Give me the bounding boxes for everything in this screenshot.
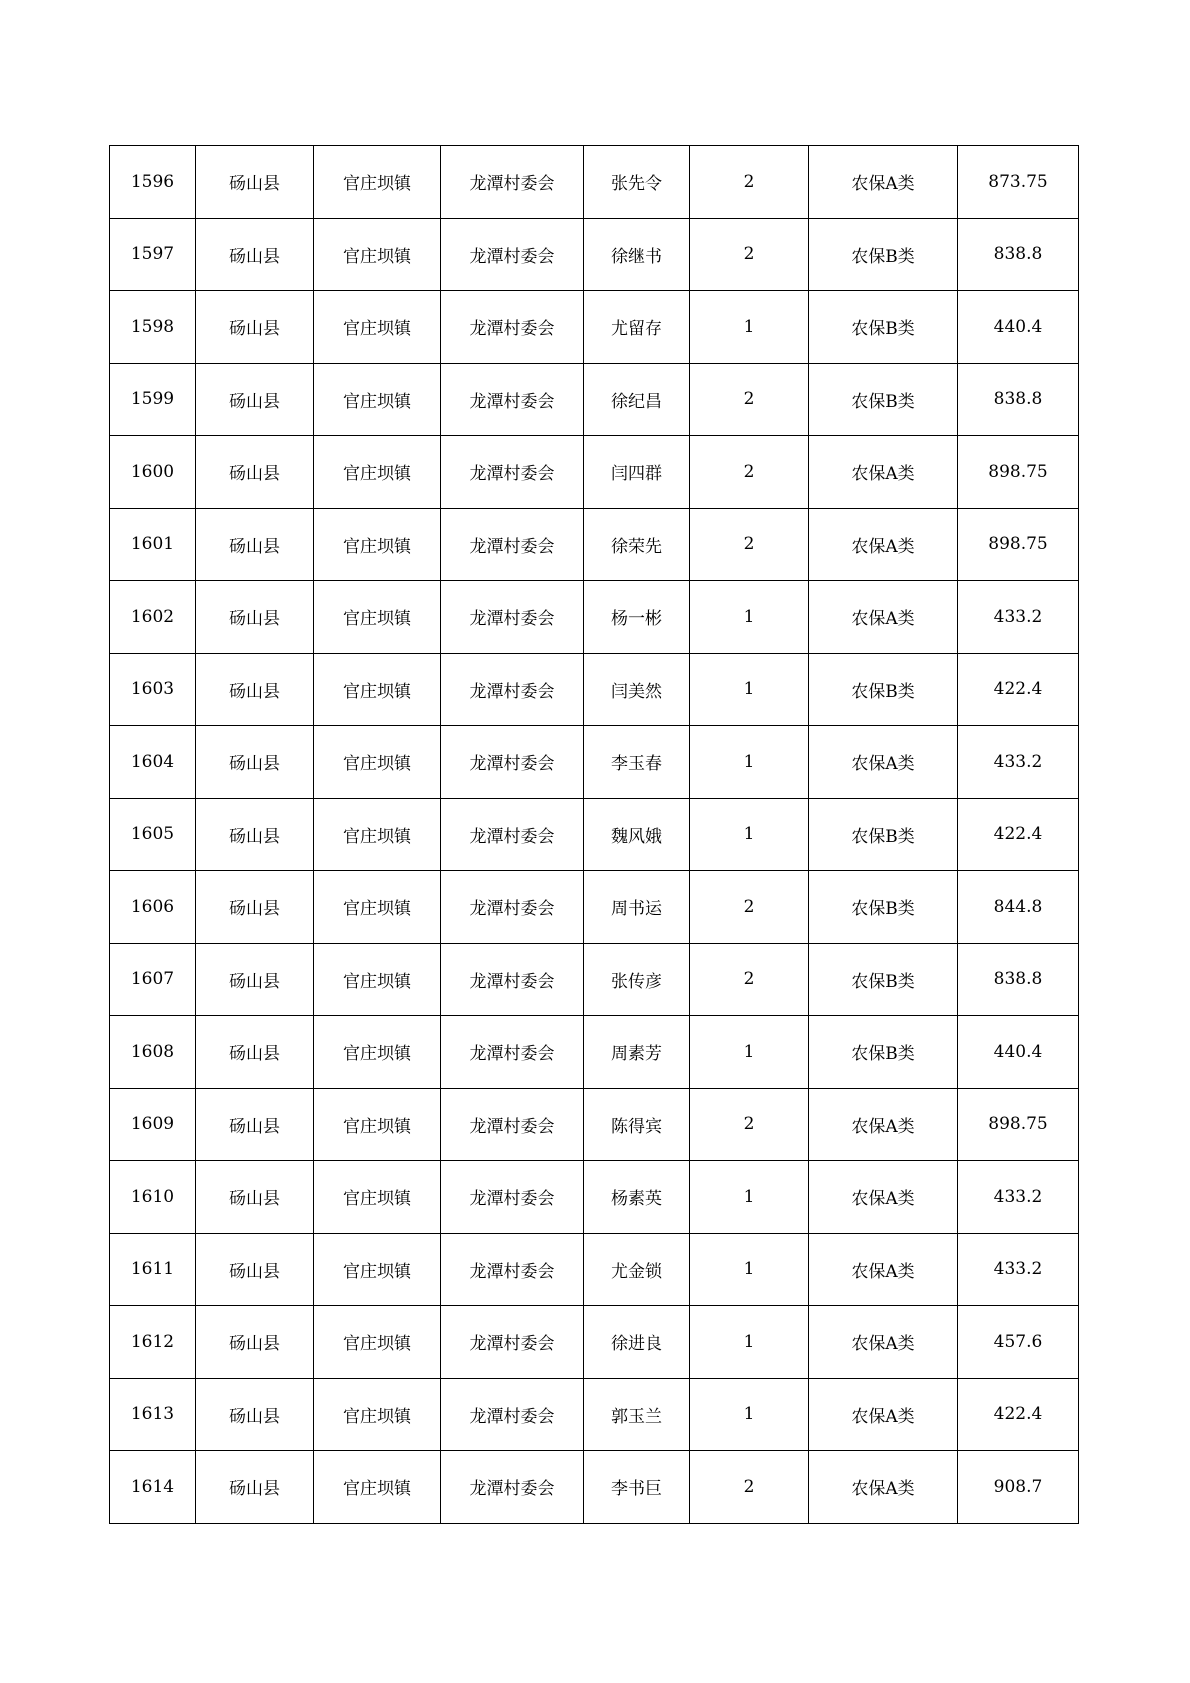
town-cell: 官庄坝镇: [314, 508, 441, 581]
table-row: [110, 436, 1079, 509]
category-cell: 农保A类: [809, 508, 958, 581]
table-row: [110, 291, 1079, 364]
county-cell: 砀山县: [196, 436, 314, 509]
serial-number-cell: 1601: [110, 508, 196, 581]
town-cell: 官庄坝镇: [314, 363, 441, 436]
amount-cell: 433.2: [958, 1161, 1079, 1234]
amount-cell: 433.2: [958, 1233, 1079, 1306]
name-cell: 周书运: [584, 871, 690, 944]
serial-number-cell: 1606: [110, 871, 196, 944]
town-cell: 官庄坝镇: [314, 291, 441, 364]
village-committee-cell: 龙潭村委会: [441, 146, 584, 219]
town-cell: 官庄坝镇: [314, 871, 441, 944]
town-cell: 官庄坝镇: [314, 1161, 441, 1234]
county-cell: 砀山县: [196, 871, 314, 944]
town-cell: 官庄坝镇: [314, 1233, 441, 1306]
amount-cell: 898.75: [958, 508, 1079, 581]
category-cell: 农保B类: [809, 871, 958, 944]
amount-cell: 422.4: [958, 1378, 1079, 1451]
category-cell: 农保A类: [809, 1306, 958, 1379]
roster-table: [109, 145, 1079, 1524]
amount-cell: 440.4: [958, 291, 1079, 364]
county-cell: 砀山县: [196, 581, 314, 654]
household-size-cell: 2: [690, 363, 809, 436]
household-size-cell: 1: [690, 1378, 809, 1451]
county-cell: 砀山县: [196, 1161, 314, 1234]
town-cell: 官庄坝镇: [314, 218, 441, 291]
town-cell: 官庄坝镇: [314, 581, 441, 654]
village-committee-cell: 龙潭村委会: [441, 363, 584, 436]
name-cell: 徐纪昌: [584, 363, 690, 436]
serial-number-cell: 1613: [110, 1378, 196, 1451]
serial-number-cell: 1602: [110, 581, 196, 654]
amount-cell: 873.75: [958, 146, 1079, 219]
table-row: [110, 1088, 1079, 1161]
county-cell: 砀山县: [196, 1378, 314, 1451]
amount-cell: 898.75: [958, 436, 1079, 509]
town-cell: 官庄坝镇: [314, 726, 441, 799]
name-cell: 闫四群: [584, 436, 690, 509]
name-cell: 张先令: [584, 146, 690, 219]
village-committee-cell: 龙潭村委会: [441, 1088, 584, 1161]
name-cell: 李书巨: [584, 1451, 690, 1524]
village-committee-cell: 龙潭村委会: [441, 1233, 584, 1306]
serial-number-cell: 1612: [110, 1306, 196, 1379]
county-cell: 砀山县: [196, 943, 314, 1016]
village-committee-cell: 龙潭村委会: [441, 1306, 584, 1379]
household-size-cell: 1: [690, 581, 809, 654]
household-size-cell: 1: [690, 291, 809, 364]
household-size-cell: 2: [690, 1088, 809, 1161]
household-size-cell: 1: [690, 726, 809, 799]
county-cell: 砀山县: [196, 1306, 314, 1379]
category-cell: 农保A类: [809, 1451, 958, 1524]
town-cell: 官庄坝镇: [314, 1451, 441, 1524]
category-cell: 农保B类: [809, 943, 958, 1016]
category-cell: 农保A类: [809, 726, 958, 799]
village-committee-cell: 龙潭村委会: [441, 436, 584, 509]
name-cell: 闫美然: [584, 653, 690, 726]
town-cell: 官庄坝镇: [314, 943, 441, 1016]
table-row: [110, 1306, 1079, 1379]
town-cell: 官庄坝镇: [314, 1378, 441, 1451]
amount-cell: 898.75: [958, 1088, 1079, 1161]
county-cell: 砀山县: [196, 798, 314, 871]
category-cell: 农保B类: [809, 291, 958, 364]
county-cell: 砀山县: [196, 726, 314, 799]
serial-number-cell: 1597: [110, 218, 196, 291]
category-cell: 农保A类: [809, 1088, 958, 1161]
town-cell: 官庄坝镇: [314, 436, 441, 509]
name-cell: 陈得宾: [584, 1088, 690, 1161]
category-cell: 农保B类: [809, 1016, 958, 1089]
name-cell: 徐继书: [584, 218, 690, 291]
category-cell: 农保A类: [809, 1233, 958, 1306]
serial-number-cell: 1603: [110, 653, 196, 726]
serial-number-cell: 1608: [110, 1016, 196, 1089]
name-cell: 郭玉兰: [584, 1378, 690, 1451]
table-row: [110, 1233, 1079, 1306]
name-cell: 杨素英: [584, 1161, 690, 1234]
amount-cell: 908.7: [958, 1451, 1079, 1524]
name-cell: 徐荣先: [584, 508, 690, 581]
amount-cell: 433.2: [958, 726, 1079, 799]
amount-cell: 844.8: [958, 871, 1079, 944]
name-cell: 李玉春: [584, 726, 690, 799]
county-cell: 砀山县: [196, 1451, 314, 1524]
village-committee-cell: 龙潭村委会: [441, 798, 584, 871]
amount-cell: 838.8: [958, 218, 1079, 291]
town-cell: 官庄坝镇: [314, 1016, 441, 1089]
county-cell: 砀山县: [196, 1088, 314, 1161]
village-committee-cell: 龙潭村委会: [441, 1378, 584, 1451]
amount-cell: 457.6: [958, 1306, 1079, 1379]
table-row: [110, 1378, 1079, 1451]
serial-number-cell: 1614: [110, 1451, 196, 1524]
serial-number-cell: 1596: [110, 146, 196, 219]
county-cell: 砀山县: [196, 291, 314, 364]
household-size-cell: 2: [690, 146, 809, 219]
name-cell: 尤留存: [584, 291, 690, 364]
serial-number-cell: 1605: [110, 798, 196, 871]
county-cell: 砀山县: [196, 363, 314, 436]
serial-number-cell: 1610: [110, 1161, 196, 1234]
household-size-cell: 2: [690, 218, 809, 291]
table-row: [110, 943, 1079, 1016]
town-cell: 官庄坝镇: [314, 146, 441, 219]
town-cell: 官庄坝镇: [314, 798, 441, 871]
village-committee-cell: 龙潭村委会: [441, 1016, 584, 1089]
village-committee-cell: 龙潭村委会: [441, 1161, 584, 1234]
category-cell: 农保A类: [809, 1378, 958, 1451]
town-cell: 官庄坝镇: [314, 1088, 441, 1161]
village-committee-cell: 龙潭村委会: [441, 218, 584, 291]
category-cell: 农保B类: [809, 218, 958, 291]
table-row: [110, 653, 1079, 726]
serial-number-cell: 1609: [110, 1088, 196, 1161]
serial-number-cell: 1611: [110, 1233, 196, 1306]
category-cell: 农保A类: [809, 436, 958, 509]
category-cell: 农保A类: [809, 146, 958, 219]
table-row: [110, 726, 1079, 799]
town-cell: 官庄坝镇: [314, 653, 441, 726]
county-cell: 砀山县: [196, 508, 314, 581]
name-cell: 魏风娥: [584, 798, 690, 871]
category-cell: 农保A类: [809, 1161, 958, 1234]
category-cell: 农保B类: [809, 798, 958, 871]
household-size-cell: 1: [690, 1161, 809, 1234]
village-committee-cell: 龙潭村委会: [441, 943, 584, 1016]
roster-body: [110, 146, 1079, 1524]
amount-cell: 433.2: [958, 581, 1079, 654]
amount-cell: 422.4: [958, 653, 1079, 726]
table-row: [110, 798, 1079, 871]
serial-number-cell: 1607: [110, 943, 196, 1016]
village-committee-cell: 龙潭村委会: [441, 871, 584, 944]
household-size-cell: 2: [690, 943, 809, 1016]
household-size-cell: 1: [690, 1016, 809, 1089]
name-cell: 张传彦: [584, 943, 690, 1016]
village-committee-cell: 龙潭村委会: [441, 726, 584, 799]
village-committee-cell: 龙潭村委会: [441, 581, 584, 654]
county-cell: 砀山县: [196, 218, 314, 291]
household-size-cell: 1: [690, 1233, 809, 1306]
name-cell: 徐进良: [584, 1306, 690, 1379]
table-row: [110, 218, 1079, 291]
table-row: [110, 871, 1079, 944]
amount-cell: 838.8: [958, 943, 1079, 1016]
village-committee-cell: 龙潭村委会: [441, 653, 584, 726]
village-committee-cell: 龙潭村委会: [441, 1451, 584, 1524]
amount-cell: 422.4: [958, 798, 1079, 871]
village-committee-cell: 龙潭村委会: [441, 508, 584, 581]
county-cell: 砀山县: [196, 1016, 314, 1089]
county-cell: 砀山县: [196, 1233, 314, 1306]
town-cell: 官庄坝镇: [314, 1306, 441, 1379]
category-cell: 农保B类: [809, 653, 958, 726]
amount-cell: 440.4: [958, 1016, 1079, 1089]
name-cell: 杨一彬: [584, 581, 690, 654]
table-row: [110, 363, 1079, 436]
serial-number-cell: 1604: [110, 726, 196, 799]
table-row: [110, 1161, 1079, 1234]
table-row: [110, 508, 1079, 581]
table-row: [110, 1016, 1079, 1089]
name-cell: 尤金锁: [584, 1233, 690, 1306]
category-cell: 农保A类: [809, 581, 958, 654]
name-cell: 周素芳: [584, 1016, 690, 1089]
table-row: [110, 581, 1079, 654]
village-committee-cell: 龙潭村委会: [441, 291, 584, 364]
serial-number-cell: 1599: [110, 363, 196, 436]
table-row: [110, 146, 1079, 219]
amount-cell: 838.8: [958, 363, 1079, 436]
household-size-cell: 2: [690, 436, 809, 509]
serial-number-cell: 1600: [110, 436, 196, 509]
household-size-cell: 1: [690, 798, 809, 871]
county-cell: 砀山县: [196, 146, 314, 219]
county-cell: 砀山县: [196, 653, 314, 726]
household-size-cell: 1: [690, 1306, 809, 1379]
household-size-cell: 1: [690, 653, 809, 726]
household-size-cell: 2: [690, 1451, 809, 1524]
category-cell: 农保B类: [809, 363, 958, 436]
table-row: [110, 1451, 1079, 1524]
serial-number-cell: 1598: [110, 291, 196, 364]
household-size-cell: 2: [690, 508, 809, 581]
household-size-cell: 2: [690, 871, 809, 944]
